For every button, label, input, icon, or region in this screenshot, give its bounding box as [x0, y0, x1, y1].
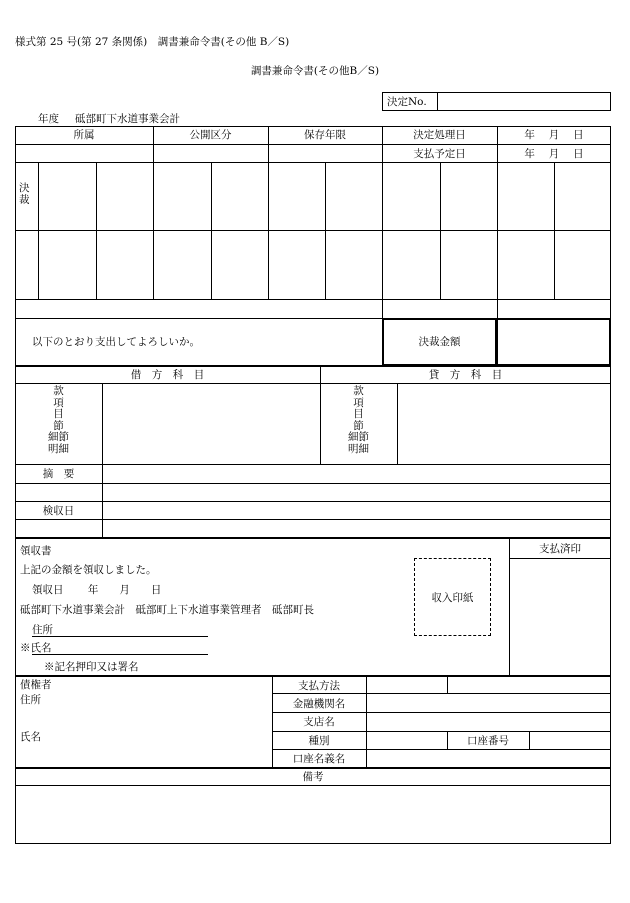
paid-stamp-label: 支払済印	[539, 543, 581, 555]
col-line	[397, 383, 398, 464]
address-underline	[32, 636, 208, 637]
bank-name-label: 金融機関名	[292, 698, 346, 710]
disclosure-header: 公開区分	[189, 129, 232, 141]
row-line	[15, 144, 611, 145]
account-holder-label: 口座名義名	[292, 753, 346, 765]
form-number: 様式第 25 号(第 27 条関係) 調書兼命令書(その他 B／S)	[15, 36, 290, 48]
col-line	[102, 383, 103, 538]
branch-name-label: 支店名	[303, 716, 335, 728]
org-name: 砥部町下水道事業会計	[75, 113, 180, 125]
approval-amount-label: 決裁金額	[418, 336, 461, 348]
approval-question: 以下のとおり支出してよろしいか。	[32, 336, 200, 348]
row-line	[272, 693, 611, 694]
col-line	[96, 162, 97, 299]
level-kou: 項	[353, 396, 364, 409]
receipt-date: 領収日 年 月 日	[32, 584, 162, 596]
level-kou: 項	[53, 396, 64, 409]
signature-note: ※記名押印又は署名	[44, 661, 139, 673]
receipt-addressee: 砥部町下水道事業会計 砥部町上下水道事業管理者 砥部町長	[20, 604, 314, 616]
page-title: 調書兼命令書(その他B／S)	[250, 65, 380, 77]
level-setsu: 節	[353, 419, 364, 432]
approval-amount-value-box[interactable]	[496, 318, 611, 366]
creditor-label: 債権者	[20, 679, 52, 691]
row-line	[15, 383, 611, 384]
revenue-stamp-label: 収入印紙	[431, 592, 474, 604]
decision-date-label: 決定処理日	[413, 129, 466, 141]
row-line	[272, 749, 611, 750]
row-line	[15, 299, 611, 300]
col-line	[529, 731, 530, 749]
name-label: ※氏名	[20, 642, 52, 654]
row-line	[15, 501, 611, 502]
row-line	[509, 558, 611, 559]
row-line	[272, 712, 611, 713]
decision-date-value: 年 月 日	[524, 129, 584, 141]
creditor-address-label: 住所	[20, 694, 41, 706]
level-meisai: 明細	[348, 442, 369, 455]
col-line	[366, 676, 367, 768]
payment-date-value: 年 月 日	[524, 148, 584, 160]
debit-label: 借 方 科 目	[130, 369, 205, 381]
year-label: 年度	[38, 113, 59, 125]
row-line	[15, 230, 611, 231]
inspection-label: 検収日	[42, 505, 75, 517]
col-line	[211, 162, 212, 299]
level-saisetsu: 細節	[48, 431, 69, 443]
account-type-label: 種別	[308, 735, 330, 747]
row-line	[15, 464, 611, 465]
creditor-name-label: 氏名	[20, 731, 41, 743]
col-line	[153, 162, 154, 299]
receipt-text: 上記の金額を領収しました。	[20, 564, 157, 576]
credit-label: 貸 方 科 目	[428, 369, 503, 381]
level-moku: 目	[53, 408, 64, 420]
row-line	[15, 162, 611, 163]
row-line	[15, 483, 611, 484]
payment-date-label: 支払予定日	[413, 148, 466, 160]
decision-no-label: 決定No.	[387, 96, 427, 108]
level-kan: 款	[53, 385, 64, 397]
divider	[437, 92, 438, 111]
credit-levels	[320, 386, 397, 455]
accounts-table	[15, 366, 611, 538]
summary-label: 摘 要	[42, 468, 75, 480]
name-underline	[32, 654, 208, 655]
level-saisetsu: 細節	[348, 431, 369, 443]
col-line	[268, 162, 269, 299]
col-line	[554, 162, 555, 299]
account-number-label: 口座番号	[467, 735, 509, 747]
remarks-label: 備考	[302, 771, 324, 783]
col-line	[38, 162, 39, 299]
col-line	[325, 162, 326, 299]
level-meisai: 明細	[48, 442, 69, 455]
level-setsu: 節	[53, 419, 64, 432]
row-line	[15, 785, 611, 786]
address-label: 住所	[32, 624, 53, 636]
retention-header: 保存年限	[304, 129, 346, 141]
level-kan: 款	[353, 385, 364, 397]
level-moku: 目	[353, 408, 364, 420]
col-line	[440, 162, 441, 299]
col-line	[447, 676, 448, 693]
affiliation-header: 所属	[73, 129, 95, 141]
receipt-title: 領収書	[20, 545, 52, 557]
payment-method-label: 支払方法	[298, 680, 340, 692]
approval-label: 決 裁	[19, 182, 30, 206]
row-line	[15, 519, 611, 520]
debit-levels	[15, 386, 102, 455]
row-line	[272, 731, 611, 732]
